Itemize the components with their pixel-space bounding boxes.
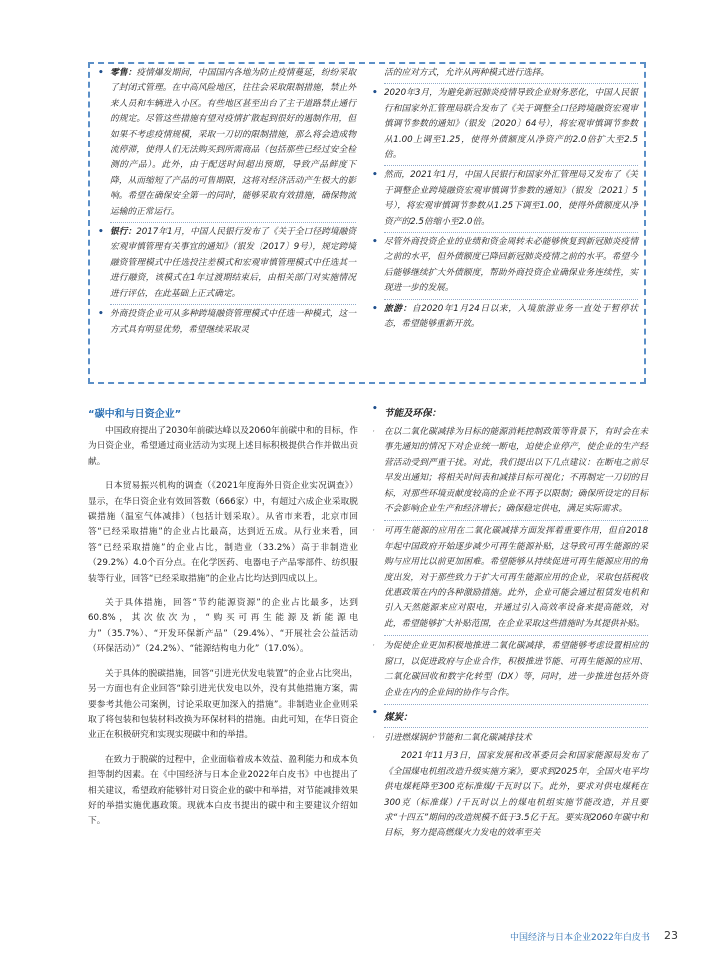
coal-item xyxy=(372,731,648,746)
box-item-outlook xyxy=(372,235,638,297)
energy-item-3 xyxy=(372,639,648,701)
energy-heading xyxy=(372,405,648,419)
bullet-icon: • xyxy=(98,309,104,320)
item-2021-text: 然而，2021年1月，中国人民银行和国家外汇管理局又发布了《关于调整企业跨境融资宏观审慎调节参数的通知》（银发〔2021〕5号），将宏观审慎调节参数从1.25下调至1.00，使得外债额度从净资产的2.5倍缩小至2.0倍。 xyxy=(384,170,638,227)
coal-heading xyxy=(372,709,648,723)
paragraph-5: 在致力于脱碳的过程中，企业面临着成本效益、盈利能力和成本负担等制约因素。在《中国经济与日本企业2022年白皮书》中也提出了相关建议，希望政府能够针对日资企业的碳中和举措，对节能减排效果好的举措实施优惠政策。现就本白皮书提出的碳中和主要建议介绍如下。 xyxy=(88,754,358,827)
divider xyxy=(384,520,648,521)
tourism-text: 自2020年1月24日以来，入境旅游业务一直处于暂停状态，希望能够重新开放。 xyxy=(384,303,638,330)
paragraph-1: 中国政府提出了2030年前碳达峰以及2060年前碳中和的目标，作为日资企业，希望通过商业活动为实现上述目标积极提供合作并做出贡献。 xyxy=(88,426,358,467)
continued-text: 活的应对方式，允许从两种模式进行选择。 xyxy=(384,68,550,78)
box-item-bank xyxy=(98,225,356,302)
bullet-icon: • xyxy=(372,707,378,718)
page-number: 23 xyxy=(664,929,678,942)
divider xyxy=(110,304,356,305)
box-item-2021 xyxy=(372,168,638,230)
footer-title: 中国经济与日本企业2022年白皮书 xyxy=(510,933,650,943)
divider xyxy=(384,232,638,233)
section-left-column xyxy=(88,424,358,830)
divider xyxy=(384,635,648,636)
energy-heading-text: 节能及环保： xyxy=(384,408,442,419)
paragraph-3: 关于具体措施，回答“节约能源资源”的企业占比最多，达到60.8%，其次依次为，“购买可再生能源及新能源电力”（35.7%）、“开发环保新产品”（29.4%）、“开展社会公益活动（环保活动）”（24.2%）、“能源结构电力化”（17.0%）。 xyxy=(88,598,358,655)
bank-text: 2017年1月，中国人民银行发布了《关于全口径跨境融资宏观审慎管理有关事宜的通知》（银发〔2017〕9号），规定跨境融资管理模式中任选投注差模式和宏观审慎管理模式中任选其一进行融资，该模式在1年过渡期结束后，由相关部门对实施情况进行评估，在此基础上正式确定。 xyxy=(110,227,357,299)
section-right-column xyxy=(372,405,648,842)
coal-heading-text: 煤炭： xyxy=(384,711,413,723)
coal-item-text: 引进燃煤锅炉节能和二氧化碳减排技术 xyxy=(384,732,532,743)
bullet-icon: • xyxy=(98,68,104,78)
bullet-icon: • xyxy=(372,303,378,314)
box-item-2020 xyxy=(372,86,638,163)
item-2020-text: 2020年3月，为避免新冠肺炎疫情导致企业财务恶化，中国人民银行和国家外汇管理局联合发布了《关于调整全口径跨境融资宏观审慎调节参数的通知》（银发〔2020〕64号），将宏观审慎调节参数从1.00上调至1.25，使得外债额度从净资产的2.0倍扩大至2.5倍。 xyxy=(384,88,638,161)
paragraph-4: 关于具体的脱碳措施，回答“引进光伏发电装置”的企业占比突出，另一方面也有企业回答“除引进光伏发电以外，没有其他措施方案，需要参考其他公司案例，讨论采取更加深入的措施”。非制造业企业则采取了将包装和包装材料改换为环保材料的措施。由此可知，在华日资企业正在积极研究和实现实现碳中和的举措。 xyxy=(88,668,358,741)
divider xyxy=(384,165,638,166)
bullet-icon: • xyxy=(98,227,104,238)
bullet-icon: • xyxy=(372,170,378,181)
energy-item-1 xyxy=(372,425,648,517)
retail-text: 疫情爆发期间，中国国内各地为防止疫情蔓延，纷纷采取了封闭式管理。在中高风险地区，往往会采取限制措施，禁止外来人员和车辆进入小区。有些地区甚至出台了主干道路禁止通行的规定。尽管这些措施有望对疫情扩散起到很好的遏制作用，但如果不考虑疫情规模，采取一刀切的限制措施，那么将会造成物流停滞，使得人们无法购买到所需商品（包括那些已经过安全检测的产品）。此外，由于配送时间超出预期，导致产品鲜度下降，从而缩短了产品的可售期限，这将对经济活动产生极大的影响。希望在确保安全第一的同时，能够采取有效措施，确保物流运输的正常运行。 xyxy=(110,68,357,217)
bullet-icon: • xyxy=(372,237,378,248)
outlook-text: 尽管外商投资企业的业绩和资金周转未必能够恢复到新冠肺炎疫情之前的水平，但外债额度已降回新冠肺炎疫情之前的水平。希望今后能够继续扩大外债额度，帮助外商投资企业确保业务连续性，实现进一步的发展。 xyxy=(384,237,638,294)
fdi-text: 外商投资企业可从多种跨境融资管理模式中任选一种模式，这一方式具有明显优势，希望继续采取灵 xyxy=(110,309,356,335)
dot-icon: · xyxy=(372,732,375,743)
paragraph-2: 日本贸易振兴机构的调查（《2021年度海外日资企业实况调查》）显示，在华日资企业有效回答数（666家）中，有超过六成企业采取脱碳措施（温室气体减排）（包括计划采取）。从省市来看，北京市回答“已经采取措施”的企业占比最高，达到近五成。从行业来看，回答“已经采取措施”的企业占比，制造业（33.2%）高于非制造业（29.2%）4.0个百分点。在化学医药、电器电子产品零部件、纺织服装等行业，回答“已经采取措施”的企业占比均达到四成以上。 xyxy=(88,481,358,584)
section-heading: “碳中和与日资企业” xyxy=(88,409,182,420)
box-left-column xyxy=(98,66,356,338)
tourism-label: 旅游： xyxy=(384,303,412,314)
box-item-tourism xyxy=(372,302,638,333)
dot-icon: · xyxy=(372,526,375,537)
box-right-column xyxy=(372,66,638,333)
divider xyxy=(384,704,648,705)
energy-item-3-text: 为促使企业更加积极地推进二氧化碳减排，希望能够考虑设置相应的窗口，以促进政府与企业合作，积极推进节能、可再生能源的应用、二氧化碳回收和数字化转型（DX）等，同时，进一步推进包括外资企业在内的企业间的协作与合作。 xyxy=(384,641,648,698)
divider xyxy=(384,83,638,84)
divider xyxy=(384,727,648,728)
bullet-icon: • xyxy=(372,404,378,414)
box-item-retail xyxy=(98,66,356,220)
bullet-icon: • xyxy=(372,88,378,99)
dot-icon: · xyxy=(372,427,375,437)
energy-item-2 xyxy=(372,524,648,632)
energy-item-2-text: 可再生能源的应用在二氧化碳减排方面发挥着重要作用，但自2018年起中国政府开始逐步减少可再生能源补贴，这导致可再生能源的采购与应用比以前更加困难。希望能够从持续促进可再生能源应用的角度出发，对于那些致力于扩大可再生能源应用的企业，采取包括税收优惠政策在内的各种激励措施。此外，企业可能会通过租赁发电机和引入天然能源来应对限电，并通过引入高效率设备来提高能效，对此，希望能够扩大补贴范围，在企业采取这些措施时为其提供补贴。 xyxy=(384,526,648,629)
box-item-continued xyxy=(372,66,638,81)
bank-label: 银行： xyxy=(110,227,137,238)
dot-icon: · xyxy=(372,641,375,652)
retail-label: 零售： xyxy=(110,68,137,78)
divider xyxy=(384,299,638,300)
divider xyxy=(110,222,356,223)
energy-item-1-text: 在以二氧化碳减排为目标的能源消耗控制政策等背景下，有时会在未事先通知的情况下对企业统一断电，迫使企业停产，使企业的生产经营活动受到严重干扰。对此，我们提出以下几点建议：在断电之前尽早发出通知；将相关时间表和减排目标可视化；不再制定一刀切的目标，对那些环境贡献度较高的企业不再予以限制；确保所设定的目标不会影响企业生产和经济增长；确保稳定供电，满足实际需求。 xyxy=(384,427,648,515)
coal-paragraph: 2021年11月3日，国家发展和改革委员会和国家能源局发布了《全国煤电机组改造升级实施方案》，要求到2025年，全国火电平均供电煤耗降至300克标准煤/千瓦时以下。此外，要求对供电煤耗在300克（标准煤）/千瓦时以上的煤电机组实施节能改造，并且要求“十四五”期间的改造规模不低于3.5亿千瓦。要实现2060年碳中和目标，努力提高燃煤火力发电的效率至关 xyxy=(384,751,648,839)
box-item-fdi xyxy=(98,307,356,338)
